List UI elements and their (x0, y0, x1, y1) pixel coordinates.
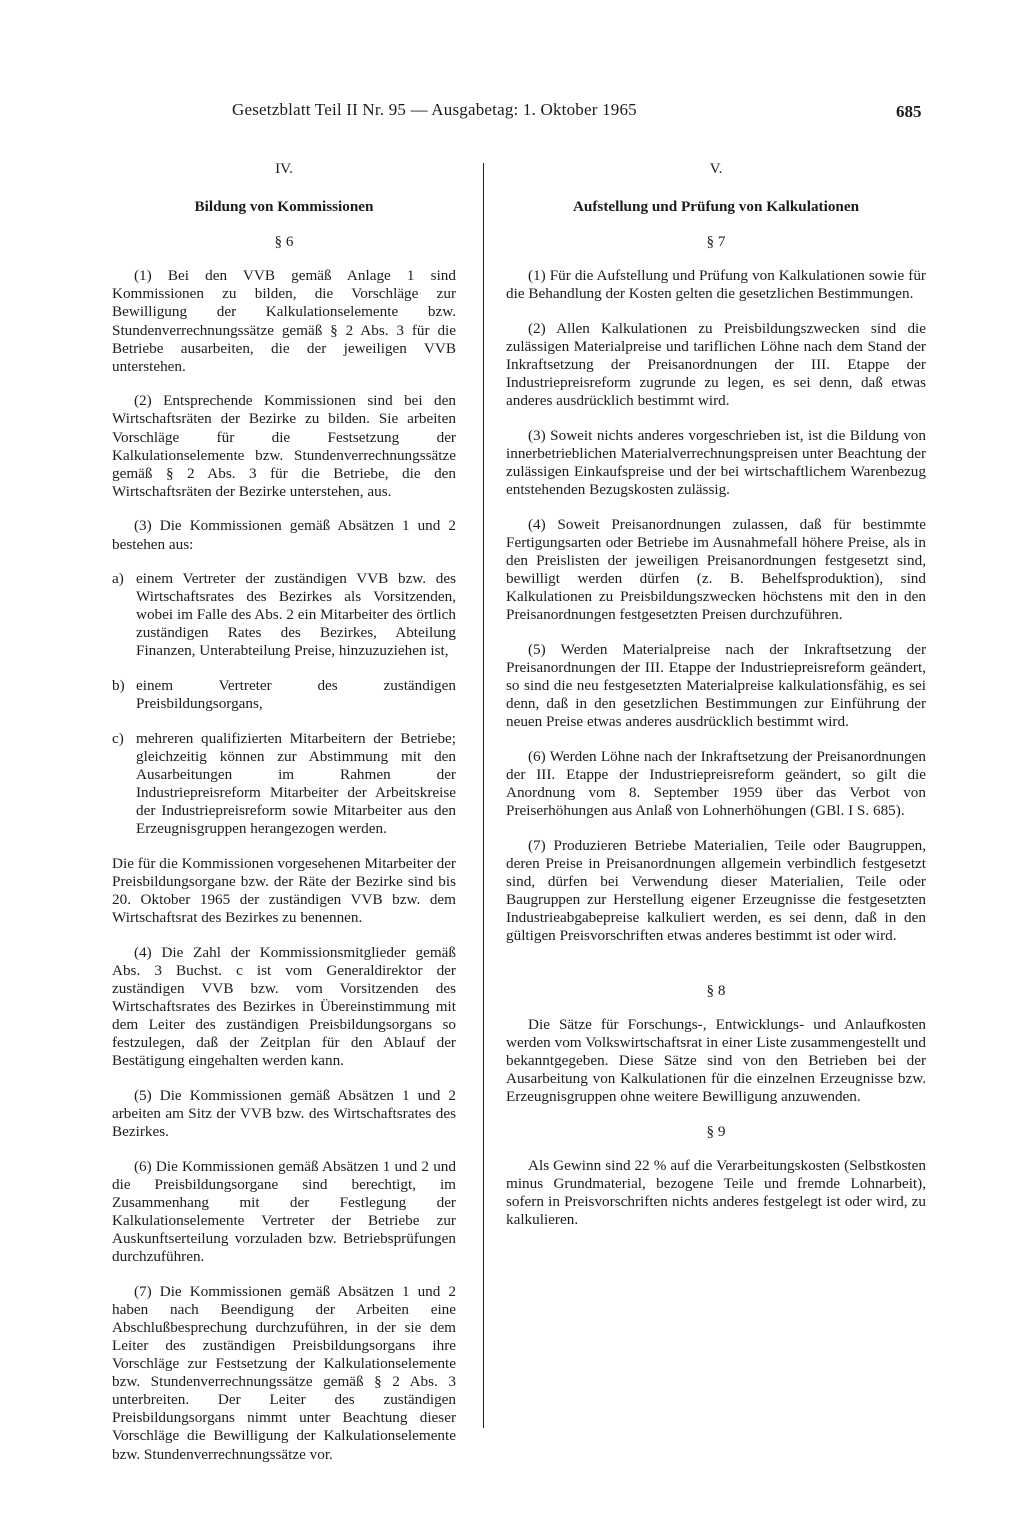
list-text: einem Vertreter der zuständigen VVB bzw. des Wirtschaftsrates des Bezirkes als Vorsitzenden, wobei im Falle des Abs. 2 ein Mitarbeiter des örtlich zuständigen Rates des Bezirkes, Abteilung Finanzen, Unterabteilung Preise, hinzuzuziehen ist, (136, 570, 456, 660)
paragraph-9: Als Gewinn sind 22 % auf die Verarbeitungskosten (Selbstkosten minus Grundmaterial, bezogene Teile und fremde Lohnarbeit), sofern in Preisvorschriften nichts anderes festgelegt ist oder wird, zu kalkulieren. (506, 1156, 926, 1229)
paragraph-7-5: (5) Werden Materialpreise nach der Inkraftsetzung der Preisanordnungen der III. Etappe der Industriepreisreform geändert, so sind die neu festgesetzten Materialpreise kalkulationsfähig, es sei denn, daß in den gesetzlichen Bestimmungen zur Einführung der neuen Preise etwas anderes ausdrücklich bestimmt wird. (506, 640, 926, 731)
paragraph-7-4: (4) Soweit Preisanordnungen zulassen, daß für bestimmte Fertigungsarten oder Betriebe im Ausnahmefall höhere Preise, als in den Preislisten der jeweiligen Preisanordnungen festgesetzt sind, bewilligt werden dürfen (z. B. Behelfsproduktion), sind Kalkulationen zu Preisbildungszwecken höchstens mit den in den Preisanordnungen festgesetzten Preisen durchzuführen. (506, 515, 926, 624)
paragraph-7-3: (3) Soweit nichts anderes vorgeschrieben ist, ist die Bildung von innerbetrieblichen Materialverrechnungspreisen unter Beachtung der zulässigen Einkaufspreise und der bei wirtschaftlichem Warenbezug entstehenden Bezugskosten zulässig. (506, 426, 926, 499)
chapter-heading-v: Aufstellung und Prüfung von Kalkulationen (572, 198, 860, 216)
paragraph-6-1: (1) Bei den VVB gemäß Anlage 1 sind Kommissionen zu bilden, die Vorschläge zur Bewilligung der Kalkulationselemente bzw. Stundenverrechnungssätze gemäß § 2 Abs. 3 für die Betriebe ausarbeiten, die der jeweiligen VVB unterstehen. (112, 267, 456, 375)
section-9: § 9 (706, 1122, 726, 1140)
section-7: § 7 (706, 233, 726, 251)
paragraph-6-4: (4) Die Zahl der Kommissionsmitglieder gemäß Abs. 3 Buchst. c ist vom Generaldirektor der zuständigen VVB bzw. vom Vorsitzenden des Wirtschaftsrates des Bezirkes in Übereinstimmung mit dem Leiter des zuständigen Preisbildungsorgans so festzulegen, daß der Zeitplan für den Ablauf der Bestätigung eingehalten werden kann. (112, 943, 456, 1070)
column-divider (483, 163, 484, 1428)
list-label: a) (112, 570, 124, 588)
paragraph-6-2: (2) Entsprechende Kommissionen sind bei den Wirtschaftsräten der Bezirke zu bilden. Sie arbeiten Vorschläge für die Festsetzung der Kalkulationselemente bzw. Stundenverrechnungssätze gemäß § 2 Abs. 3 für die Betriebe, die den Wirtschaftsräten der Bezirke unterstehen, aus. (112, 392, 456, 500)
chapter-roman-v: V. (709, 160, 723, 177)
paragraph-6-3-tail: Die für die Kommissionen vorgesehenen Mitarbeiter der Preisbildungsorgane bzw. der Räte der Bezirke sind bis 20. Oktober 1965 der zuständigen VVB bzw. dem Wirtschaftsrat des Bezirkes zu benennen. (112, 854, 456, 927)
header-title: Gesetzblatt Teil II Nr. 95 — Ausgabetag: 1. Oktober 1965 (232, 100, 637, 119)
paragraph-6-6: (6) Die Kommissionen gemäß Absätzen 1 und 2 und die Preisbildungsorgane sind berechtigt, im Zusammenhang mit der Festlegung der Kalkulationselemente Vertreter der Betriebe zur Auskunftserteilung vorzuladen bzw. Betriebsprüfungen durchzuführen. (112, 1157, 456, 1266)
list-item-b (112, 677, 456, 713)
chapter-heading-iv: Bildung von Kommissionen (194, 198, 374, 216)
paragraph-7-2: (2) Allen Kalkulationen zu Preisbildungszwecken sind die zulässigen Materialpreise und tariflichen Löhne nach dem Stand der Inkraftsetzung der Preisanordnungen der III. Etappe der Industriepreisreform zugrunde zu legen, es sei denn, daß etwas anderes ausdrücklich bestimmt wird. (506, 319, 926, 410)
paragraph-6-7: (7) Die Kommissionen gemäß Absätzen 1 und 2 haben nach Beendigung der Arbeiten eine Abschlußbesprechung durchzuführen, in der sie dem Leiter des zuständigen Preisbildungsorgans ihre Vorschläge zur Festsetzung der Kalkulationselemente bzw. Stundenverrechnungssätze gemäß § 2 Abs. 3 unterbreiten. Der Leiter des zuständigen Preisbildungsorgans nimmt unter Beachtung dieser Vorschläge die Bewilligung der Kalkulationselemente bzw. Stundenverrechnungssätze vor. (112, 1282, 456, 1463)
paragraph-7-1: (1) Für die Aufstellung und Prüfung von Kalkulationen sowie für die Behandlung der Kosten gelten die gesetzlichen Bestimmungen. (506, 267, 926, 303)
list-text: einem Vertreter des zuständigen Preisbildungsorgans, (136, 677, 456, 713)
section-8: § 8 (706, 981, 726, 999)
paragraph-7-7: (7) Produzieren Betriebe Materialien, Teile oder Baugruppen, deren Preise in Preisanordnungen allgemein verbindlich festgesetzt sind, dürfen bei Verwendung dieser Materialien, Teile oder Baugruppen zur Herstellung eigener Erzeugnisse die festgesetzten Industrieabgabepreise kalkuliert werden, es sei denn, daß in den gültigen Preisvorschriften etwas anderes bestimmt ist oder wird. (506, 836, 926, 945)
page-number: 685 (896, 102, 922, 121)
left-column (112, 160, 456, 1480)
paragraph-8: Die Sätze für Forschungs-, Entwicklungs- und Anlaufkosten werden vom Volkswirtschaftsrat in einer Liste zusammengestellt und bekanntgegeben. Diese Sätze sind von den Betrieben bei der Ausarbeitung von Kalkulationen für die einzelnen Erzeugnisse bzw. Erzeugnisgruppen ohne weitere Bewilligung anzuwenden. (506, 1015, 926, 1106)
page-header (0, 100, 1024, 130)
paragraph-7-6: (6) Werden Löhne nach der Inkraftsetzung der Preisanordnungen der III. Etappe der Industriepreisreform geändert, so gilt die Anordnung vom 8. September 1959 über das Verbot von Preiserhöhungen aus Anlaß von Lohnerhöhungen (GBl. I S. 685). (506, 747, 926, 820)
list-label: b) (112, 677, 125, 695)
list-text: mehreren qualifizierten Mitarbeitern der Betriebe; gleichzeitig können zur Abstimmung mit den Ausarbeitungen im Rahmen der Industriepreisreform Mitarbeiter der Arbeitskreise der Industriepreisreform sowie Mitarbeiter aus den Erzeugnisgruppen herangezogen werden. (136, 729, 456, 838)
chapter-roman-iv: IV. (275, 160, 293, 177)
paragraph-6-5: (5) Die Kommissionen gemäß Absätzen 1 und 2 arbeiten am Sitz der VVB bzw. des Wirtschaftsrates des Bezirkes. (112, 1086, 456, 1141)
list-item-a (112, 570, 456, 660)
paragraph-6-3: (3) Die Kommissionen gemäß Absätzen 1 und 2 bestehen aus: (112, 517, 456, 553)
right-column (506, 160, 926, 1246)
list-item-c (112, 730, 456, 839)
section-6: § 6 (274, 233, 294, 251)
list-label: c) (112, 729, 124, 747)
